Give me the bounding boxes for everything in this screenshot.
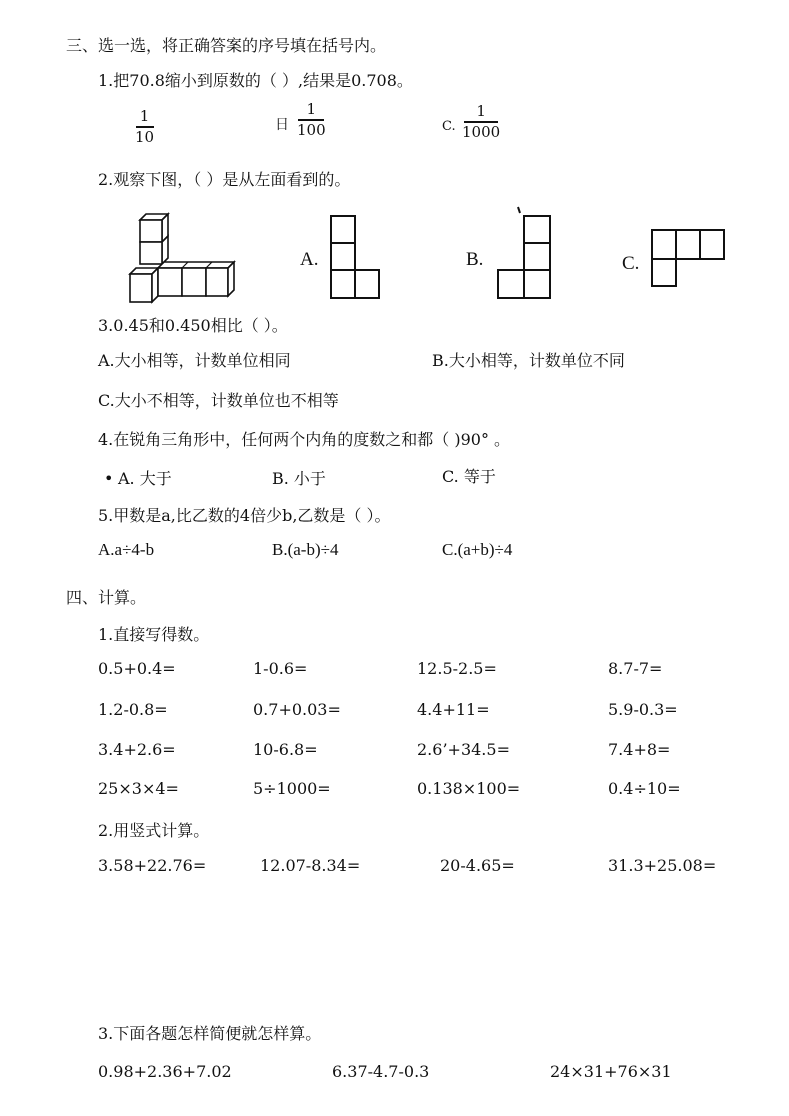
mental-math-item: 4.4+11= [417,700,490,719]
q1-option-a-numerator: 1 [139,107,150,125]
q1-option-b-denominator: 100 [297,120,326,139]
q3-text: 3.0.45和0.450相比（ ）。 [98,316,288,335]
mental-math-item: 3.4+2.6= [98,740,176,759]
q1-option-c-label: C. [442,119,456,134]
mental-math-item: 0.7+0.03= [253,700,341,719]
q4-option-c: C. 等于 [442,467,496,486]
mental-math-item: 5÷1000= [253,779,331,798]
q4-option-a: A. 大于 [118,469,172,488]
q5-text: 5.甲数是a,比乙数的4倍少b,乙数是（ ）。 [98,506,391,525]
q2-text: 2.观察下图，（ ）是从左面看到的。 [98,170,351,189]
mental-math-item: 12.5-2.5= [417,659,497,678]
p2-title: 2.用竖式计算。 [98,821,210,840]
q2-label-c: C. [622,253,640,274]
p2-item-3: 20-4.65= [440,856,515,875]
p3-item-1: 0.98+2.36+7.02 [98,1062,232,1081]
q2-figure-c [650,228,728,288]
q1-option-b-numerator: 1 [306,100,317,118]
q5-option-a: A.a÷4-b [98,540,155,559]
mental-math-item: 0.5+0.4= [98,659,176,678]
q1-option-b [297,102,326,138]
section-3-heading: 三、选一选，将正确答案的序号填在括号内。 [66,36,387,55]
q1-option-c-numerator: 1 [476,102,486,120]
q1-option-b-label: 日 [275,117,289,133]
p1-title: 1.直接写得数。 [98,625,210,644]
p3-item-2: 6.37-4.7-0.3 [332,1062,430,1081]
mental-math-item: 2.6’+34.5= [417,740,510,759]
q1-text: 1.把70.8缩小到原数的（ ）,结果是0.708。 [98,71,413,90]
q2-label-a: A. [300,249,319,270]
q2-figure-b [496,205,552,301]
mental-math-item: 5.9-0.3= [608,700,678,719]
q2-label-b: B. [466,249,484,270]
q1-option-a-denominator: 10 [135,127,155,146]
q3-option-c: C.大小不相等，计数单位也不相等 [98,391,339,410]
mental-math-item: 1-0.6= [253,659,308,678]
q1-option-a [135,109,154,145]
mental-math-item: 7.4+8= [608,740,671,759]
mental-math-item: 1.2-0.8= [98,700,168,719]
p2-item-4: 31.3+25.08= [608,856,717,875]
q5-option-c: C.(a+b)÷4 [442,540,513,559]
p3-item-3: 24×31+76×31 [550,1062,672,1081]
section-4-heading: 四、计算。 [66,588,147,607]
q2-figure-a [330,215,380,300]
q3-option-b: B.大小相等，计数单位不同 [432,351,625,370]
q4-bullet: • [104,469,114,488]
q1-option-c [462,104,500,140]
mental-math-item: 8.7-7= [608,659,663,678]
p2-item-1: 3.58+22.76= [98,856,207,875]
q3-option-a: A.大小相等，计数单位相同 [98,351,291,370]
q2-3d-figure [128,210,238,305]
q1-option-c-denominator: 1000 [462,122,501,141]
mental-math-item: 0.4÷10= [608,779,681,798]
mental-math-item: 10-6.8= [253,740,318,759]
p3-title: 3.下面各题怎样简便就怎样算。 [98,1024,322,1043]
q5-option-b: B.(a-b)÷4 [272,540,339,559]
mental-math-item: 0.138×100= [417,779,521,798]
q4-text: 4.在锐角三角形中，任何两个内角的度数之和都（ )90° 。 [98,430,511,449]
p2-item-2: 12.07-8.34= [260,856,361,875]
q4-option-b: B. 小于 [272,469,326,488]
mental-math-item: 25×3×4= [98,779,179,798]
